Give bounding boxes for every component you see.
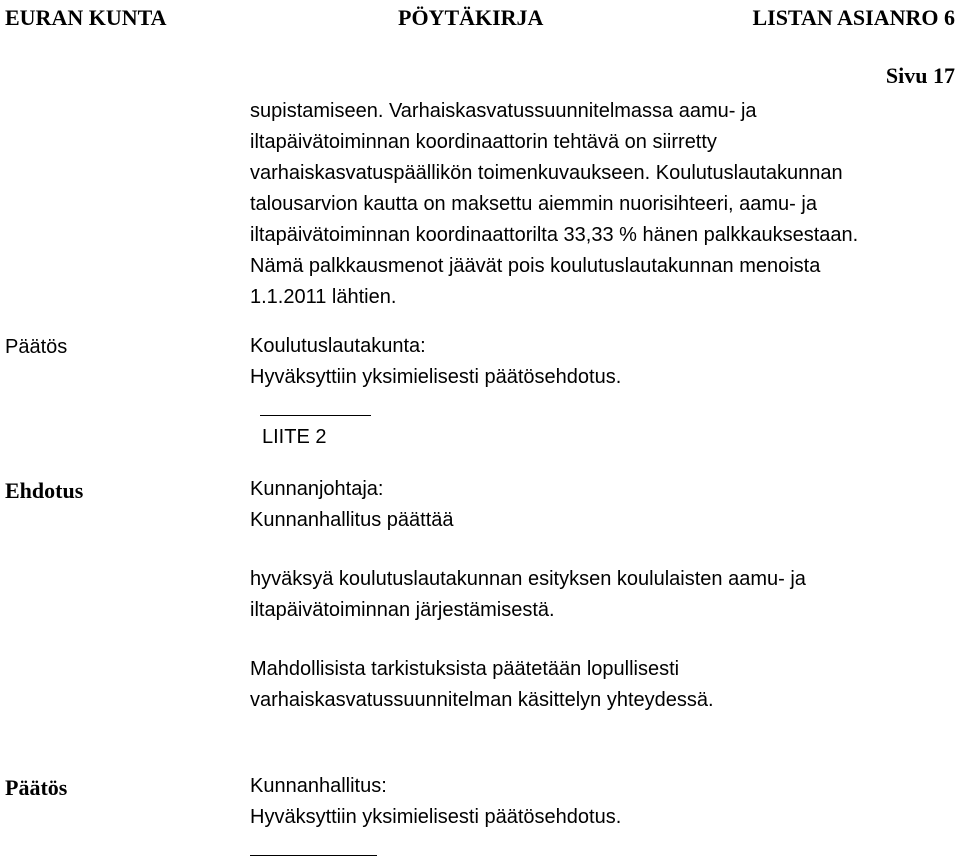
decision-body [250,331,621,393]
header-municipality: EURAN KUNTA [5,5,167,30]
intro-line: talousarvion kautta on maksettu aiemmin nuorisihteeri, aamu- ja [250,193,817,215]
proposal-body-line: Kunnanjohtaja: [250,478,384,500]
page-number: Sivu 17 [885,63,955,88]
intro-line: iltapäivätoiminnan koordinaattorin tehtävä on siirretty [250,131,717,153]
proposal-paragraph-line: Mahdollisista tarkistuksista päätetään lopullisesti [250,658,680,680]
decision-body-line: Kunnanhallitus: [250,775,387,797]
proposal-paragraph-1 [250,564,806,626]
decision-body-line: Hyväksyttiin yksimielisesti päätösehdotus. [250,366,622,388]
proposal-paragraph-line: varhaiskasvatussuunnitelman käsittelyn yhteydessä. [250,689,714,711]
header-item-number: LISTAN ASIANRO 6 [752,5,955,30]
decision-label: Päätös [5,775,68,800]
proposal-paragraph-line: hyväksyä koulutuslautakunnan esityksen koululaisten aamu- ja [250,568,806,590]
intro-line: iltapäivätoiminnan koordinaattorilta 33,33 % hänen palkkauksestaan. [250,224,859,246]
intro-paragraph [250,96,858,313]
proposal-paragraph-2 [250,654,714,716]
header-document-type: PÖYTÄKIRJA [398,5,544,30]
proposal-paragraph-line: iltapäivätoiminnan järjestämisestä. [250,599,555,621]
decision-body [250,771,621,833]
proposal-body-line: Kunnanhallitus päättää [250,509,454,531]
proposal-body [250,474,454,536]
decision-body-line: Hyväksyttiin yksimielisesti päätösehdotus. [250,806,622,828]
intro-line: 1.1.2011 lähtien. [250,286,397,308]
intro-line: varhaiskasvatuspäällikön toimenkuvaukseen. Koulutuslautakunnan [250,162,843,184]
intro-line: supistamiseen. Varhaiskasvatussuunnitelmassa aamu- ja [250,100,757,122]
decision-label: Päätös [5,336,68,358]
intro-line: Nämä palkkausmenot jäävät pois koulutuslautakunnan menoista [250,255,821,277]
separator-rule [250,855,377,856]
attachment-label: LIITE 2 [262,426,327,448]
separator-rule [260,415,371,416]
decision-body-line: Koulutuslautakunta: [250,335,426,357]
proposal-label: Ehdotus [5,478,84,503]
